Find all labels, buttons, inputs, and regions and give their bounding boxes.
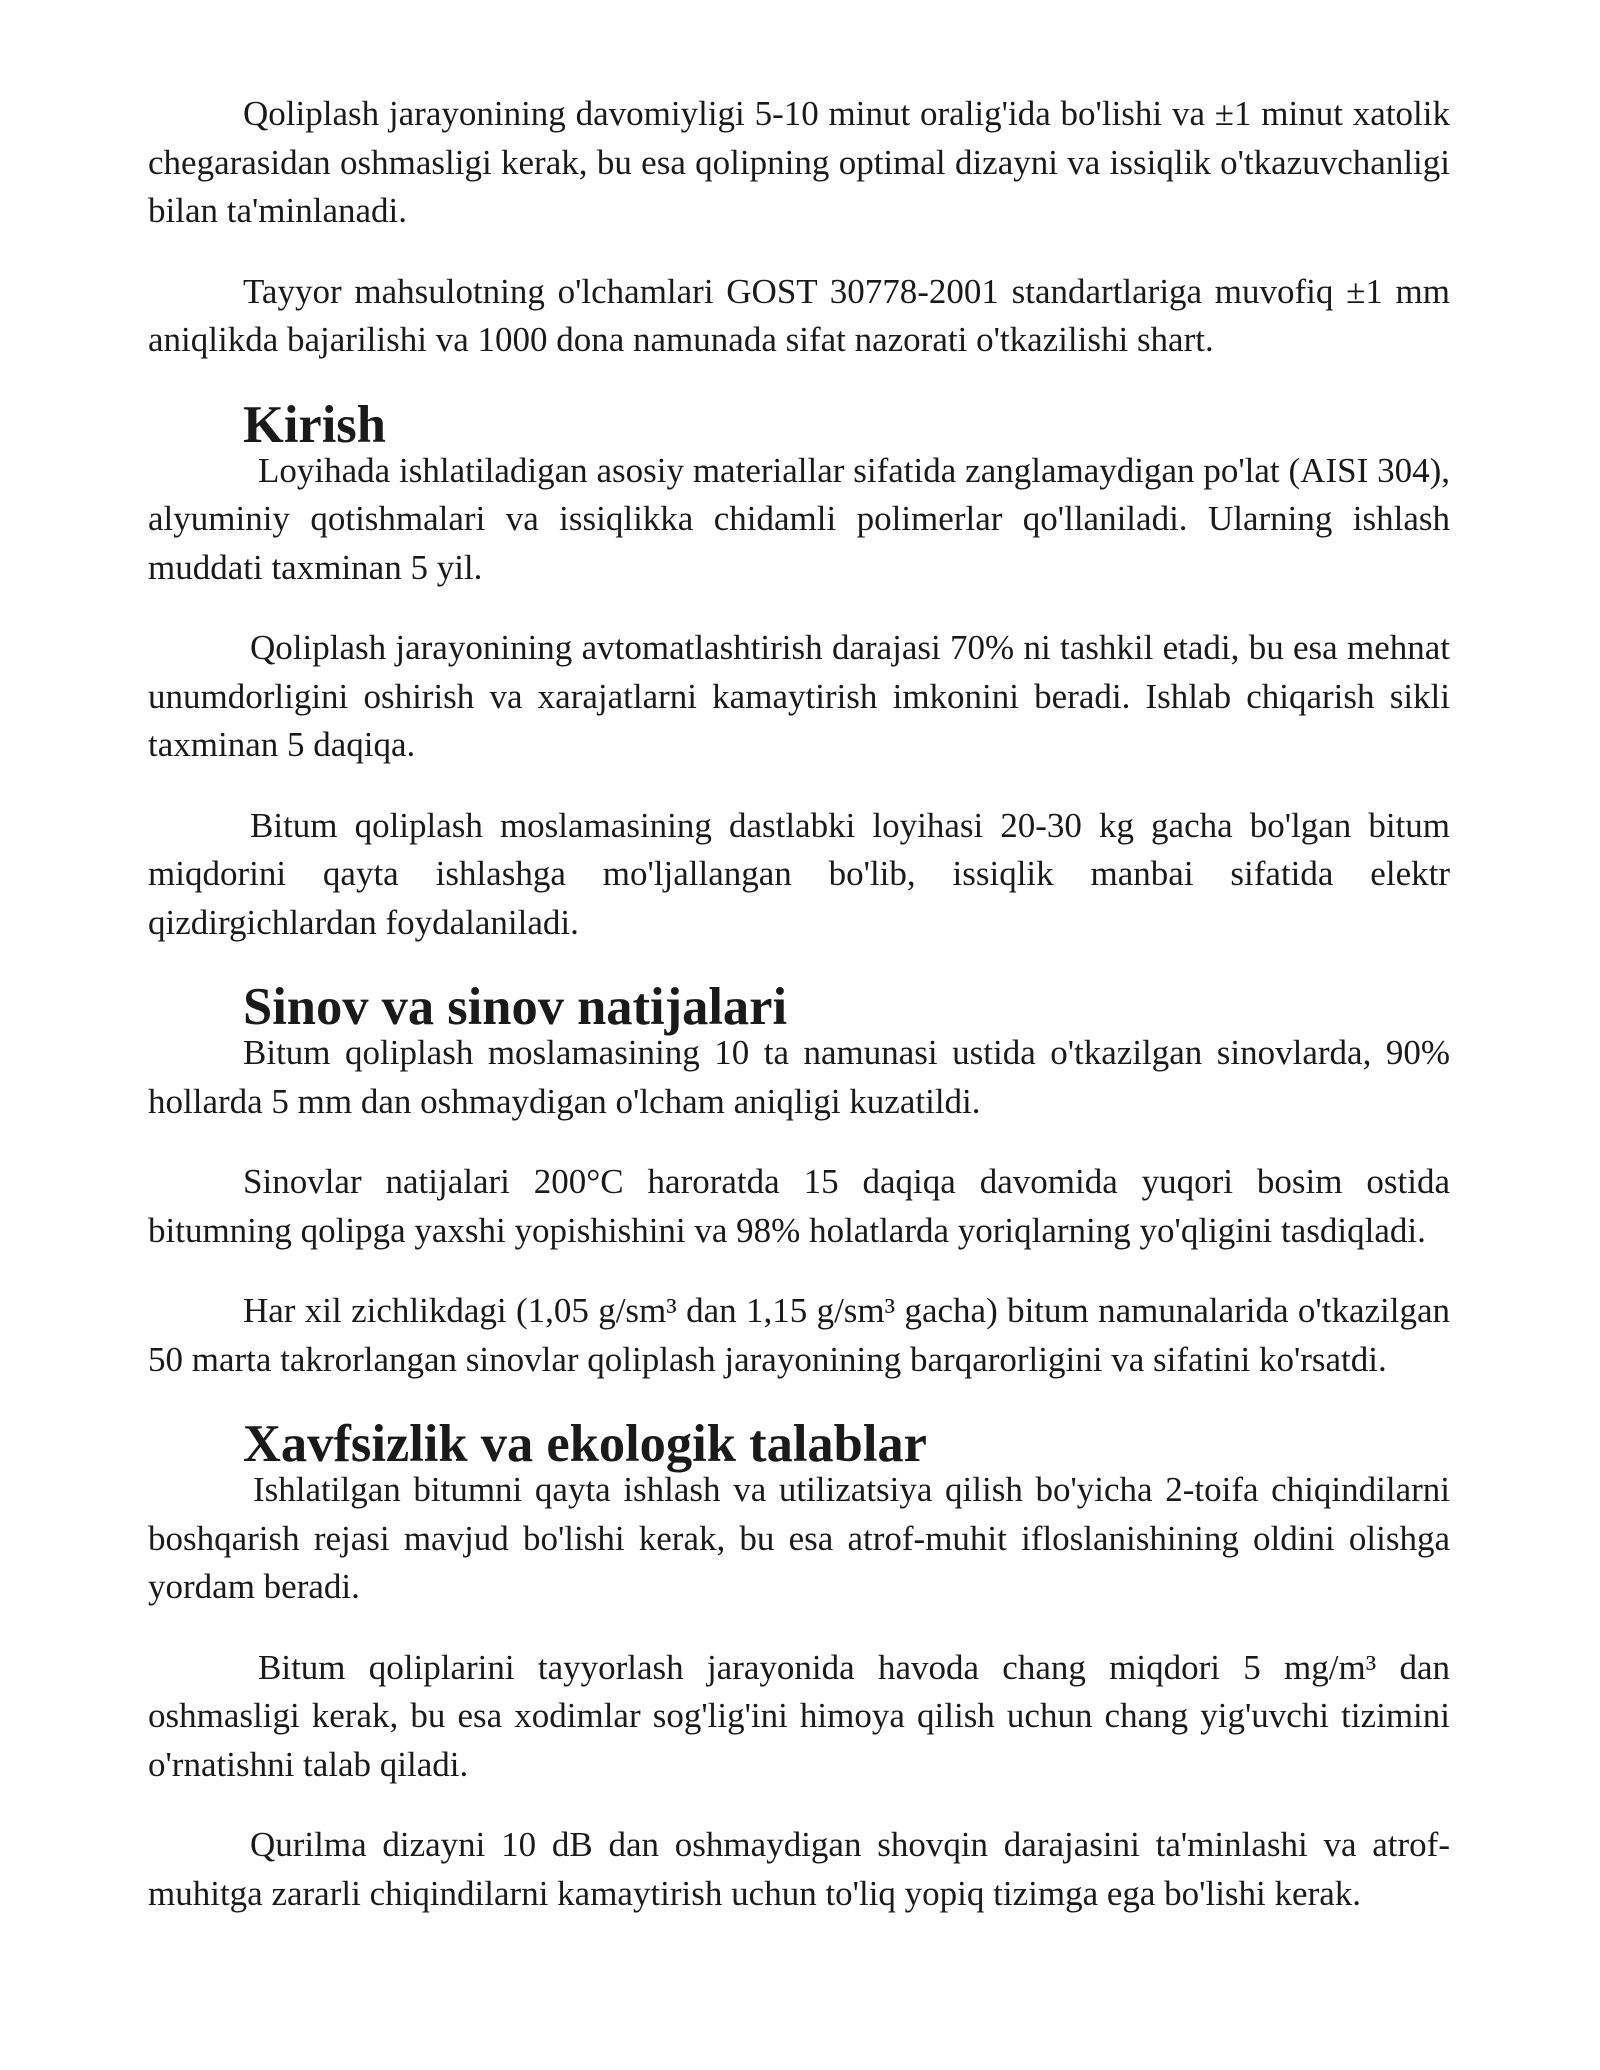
paragraph-product-dimensions: Tayyor mahsulotning o'lchamlari GOST 30778-2001 standartlariga muvofiq ±1 mm aniqlikda bajarilishi va 1000 dona namunada sifat nazorati o'tkazilishi shart. (148, 271, 1450, 359)
paragraph-dust-control: Bitum qoliplarini tayyorlash jarayonida havoda chang miqdori 5 mg/m³ dan oshmasligi kerak, bu esa xodimlar sog'lig'ini himoya qilish uchun chang yig'uvchi tizimini o'rnatishni talab qiladi. (148, 1647, 1450, 1784)
paragraph-test-results: Sinovlar natijalari 200°C haroratda 15 daqiqa davomida yuqori bosim ostida bitumning qolipga yaxshi yopishishini va 98% holatlarda yoriqlarning yo'qligini tasdiqladi. (148, 1162, 1450, 1250)
heading-xavfsizlik: Xavfsizlik va ekologik talablar (243, 1415, 927, 1473)
paragraph-noise-level: Qurilma dizayni 10 dB dan oshmaydigan shovqin darajasini ta'minlashi va atrof-muhitga zararli chiqindilarni kamaytirish uchun to'liq yopiq tizimga ega bo'lishi kerak. (148, 1825, 1450, 1913)
heading-sinov: Sinov va sinov natijalari (243, 978, 788, 1036)
paragraph-initial-design: Bitum qoliplash moslamasining dastlabki loyihasi 20-30 kg gacha bo'lgan bitum miqdorini qayta ishlashga mo'ljallangan bo'lib, issiqlik manbai sifatida elektr qizdirgichlardan foydalaniladi. (148, 805, 1450, 942)
paragraph-materials: Loyihada ishlatiladigan asosiy materiallar sifatida zanglamaydigan po'lat (AISI 304), alyuminiy qotishmalari va issiqlikka chidamli polimerlar qo'llaniladi. Ularning ishlash muddati taxminan 5 yil. (148, 450, 1450, 587)
heading-kirish: Kirish (243, 395, 386, 454)
document-page (148, 90, 1450, 1918)
paragraph-moulding-duration: Qoliplash jarayonining davomiyligi 5-10 minut oralig'ida bo'lishi va ±1 minut xatolik chegarasidan oshmasligi kerak, bu esa qolipning optimal dizayni va issiqlik o'tkazuvchanligi bilan ta'minlanadi. (148, 94, 1450, 230)
paragraph-automation: Qoliplash jarayonining avtomatlashtirish darajasi 70% ni tashkil etadi, bu esa mehnat unumdorligini oshirish va xarajatlarni kamaytirish imkonini beradi. Ishlab chiqarish sikli taxminan 5 daqiqa. (148, 628, 1450, 764)
paragraph-waste-management: Ishlatilgan bitumni qayta ishlash va utilizatsiya qilish bo'yicha 2-toifa chiqindilarni boshqarish rejasi mavjud bo'lishi kerak, bu esa atrof-muhit ifloslanishining oldini olishga yordam beradi. (148, 1470, 1450, 1606)
paragraph-test-samples: Bitum qoliplash moslamasining 10 ta namunasi ustida o'tkazilgan sinovlarda, 90% hollarda 5 mm dan oshmaydigan o'lcham aniqligi kuzatildi. (148, 1033, 1450, 1121)
paragraph-density-tests: Har xil zichlikdagi (1,05 g/sm³ dan 1,15 g/sm³ gacha) bitum namunalarida o'tkazilgan 50 marta takrorlangan sinovlar qoliplash jarayonining barqarorligini va sifatini ko'rsatdi. (148, 1291, 1450, 1379)
